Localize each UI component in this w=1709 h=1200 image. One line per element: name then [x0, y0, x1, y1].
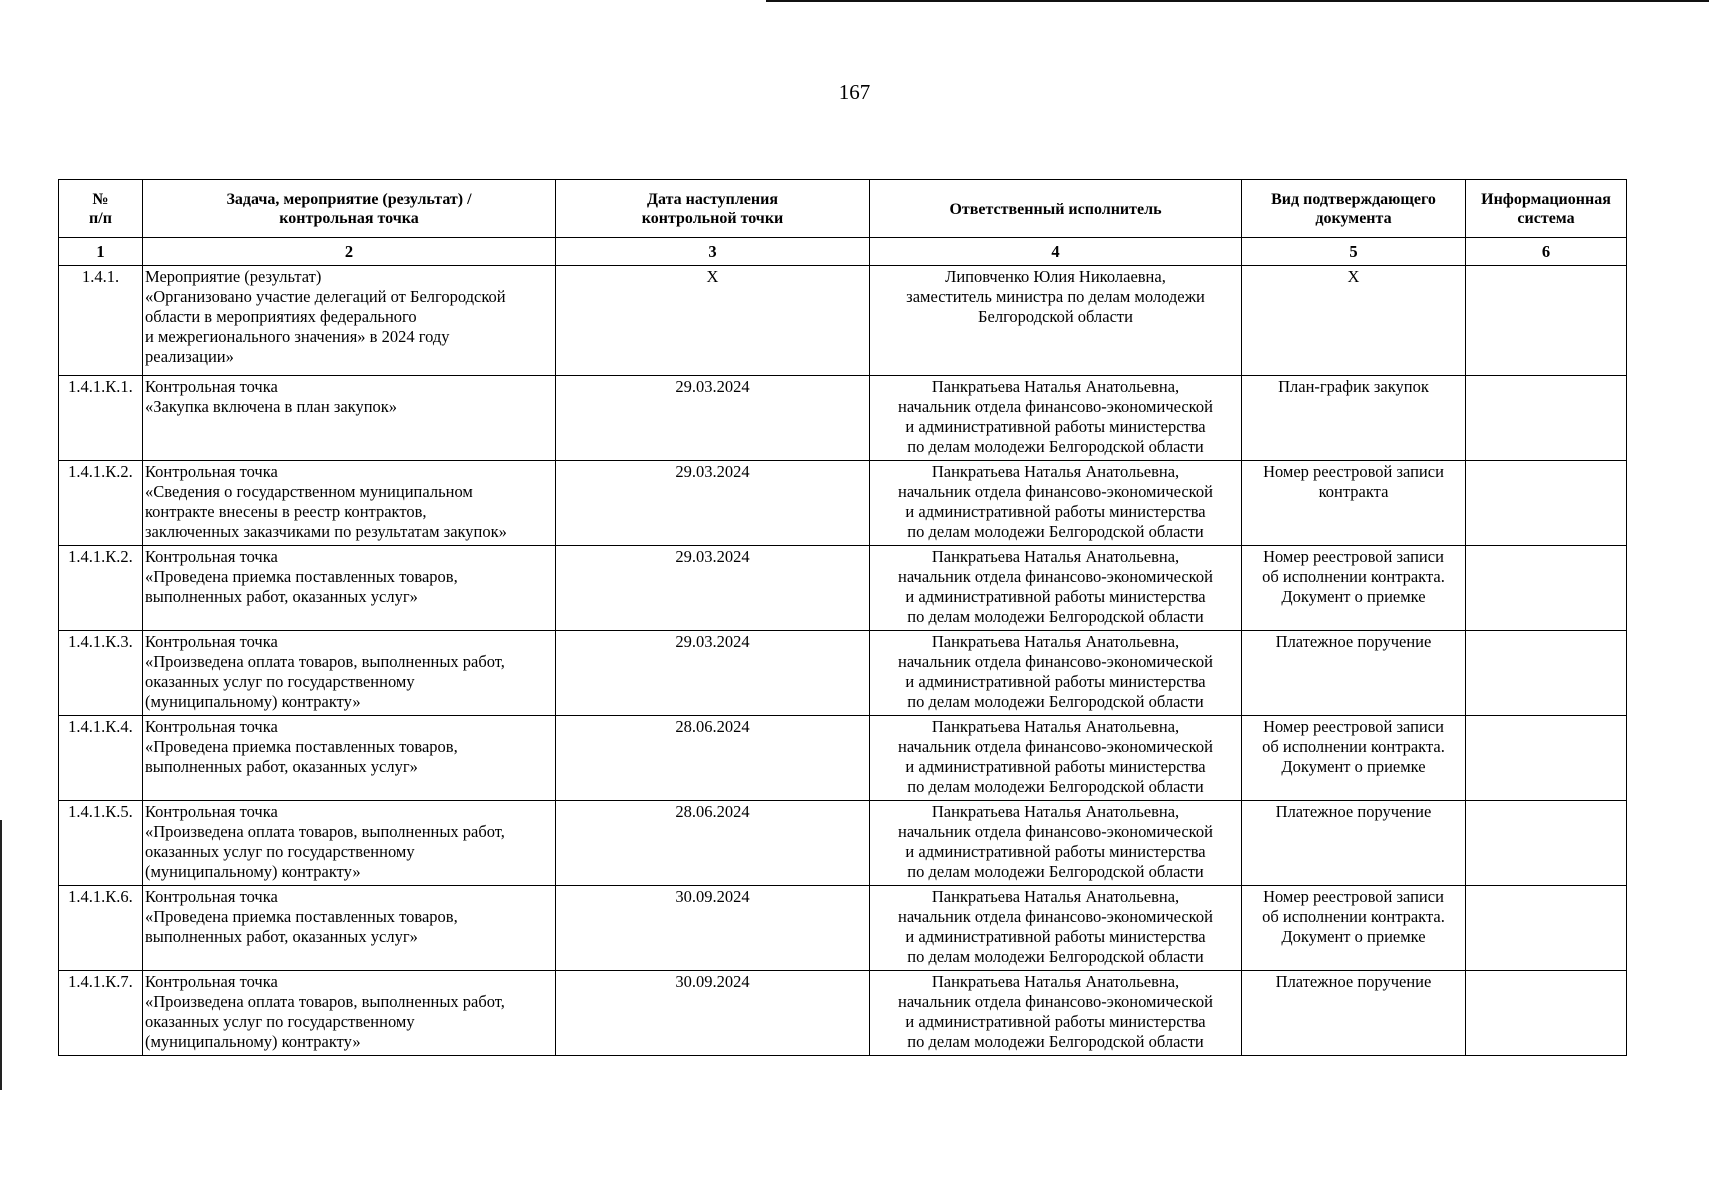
executor-line: по делам молодежи Белгородской области [907, 522, 1204, 541]
table-row [59, 461, 1627, 546]
row-number: 1.4.1.К.2. [59, 461, 143, 546]
executor-line: и административной работы министерства [905, 587, 1206, 606]
table-row [59, 376, 1627, 461]
task-line: «Проведена приемка поставленных товаров, [145, 737, 458, 756]
document-cell [1242, 631, 1466, 716]
executor-cell [870, 971, 1242, 1056]
information-system-cell [1466, 971, 1627, 1056]
header-executor: Ответственный исполнитель [870, 180, 1242, 238]
information-system-cell [1466, 266, 1627, 376]
table-row [59, 971, 1627, 1056]
row-number: 1.4.1.К.7. [59, 971, 143, 1056]
task-line: Мероприятие (результат) [145, 267, 322, 286]
executor-line: начальник отдела финансово-экономической [898, 992, 1213, 1011]
information-system-cell [1466, 376, 1627, 461]
information-system-cell [1466, 631, 1627, 716]
row-number: 1.4.1. [59, 266, 143, 376]
executor-line: Панкратьева Наталья Анатольевна, [931, 972, 1180, 991]
table-row [59, 716, 1627, 801]
task-cell [143, 461, 556, 546]
task-line: «Сведения о государственном муниципальном [145, 482, 473, 501]
control-date: 29.03.2024 [556, 461, 870, 546]
executor-cell [870, 631, 1242, 716]
executor-cell [870, 886, 1242, 971]
row-number: 1.4.1.К.1. [59, 376, 143, 461]
control-date: 29.03.2024 [556, 376, 870, 461]
column-number: 2 [143, 238, 556, 266]
task-cell [143, 971, 556, 1056]
document-line: Документ о приемке [1281, 757, 1426, 776]
executor-line: начальник отдела финансово-экономической [898, 397, 1213, 416]
executor-line: Панкратьева Наталья Анатольевна, [931, 632, 1180, 651]
document-line: Номер реестровой записи [1263, 462, 1444, 481]
executor-line: и административной работы министерства [905, 927, 1206, 946]
task-cell [143, 886, 556, 971]
executor-line: начальник отдела финансово-экономической [898, 482, 1213, 501]
control-date: 29.03.2024 [556, 546, 870, 631]
header-system: Информационная система [1466, 180, 1627, 238]
control-date: 29.03.2024 [556, 631, 870, 716]
document-line: X [1347, 267, 1360, 286]
executor-line: Липовченко Юлия Николаевна, [945, 267, 1166, 286]
table-body [59, 238, 1627, 1056]
task-line: выполненных работ, оказанных услуг» [145, 757, 418, 776]
column-number: 5 [1242, 238, 1466, 266]
executor-line: по делам молодежи Белгородской области [907, 947, 1204, 966]
header-row [59, 180, 1627, 238]
task-cell [143, 266, 556, 376]
executor-line: Панкратьева Наталья Анатольевна, [931, 462, 1180, 481]
control-date: 30.09.2024 [556, 971, 870, 1056]
document-line: Номер реестровой записи [1263, 717, 1444, 736]
row-number: 1.4.1.К.3. [59, 631, 143, 716]
column-number: 4 [870, 238, 1242, 266]
task-line: Контрольная точка [145, 717, 278, 736]
header-document: Вид подтверждающего документа [1242, 180, 1466, 238]
table-row [59, 886, 1627, 971]
document-line: контракта [1318, 482, 1389, 501]
executor-line: и административной работы министерства [905, 842, 1206, 861]
task-line: (муниципальному) контракту» [145, 1032, 361, 1051]
task-line: «Проведена приемка поставленных товаров, [145, 907, 458, 926]
task-line: «Проведена приемка поставленных товаров, [145, 567, 458, 586]
document-cell [1242, 886, 1466, 971]
task-cell [143, 376, 556, 461]
document-line: Номер реестровой записи [1263, 887, 1444, 906]
task-line: «Произведена оплата товаров, выполненных работ, [145, 822, 505, 841]
header-number: № п/п [59, 180, 143, 238]
executor-line: заместитель министра по делам молодежи [906, 287, 1205, 306]
executor-line: по делам молодежи Белгородской области [907, 1032, 1204, 1051]
executor-cell [870, 376, 1242, 461]
executor-cell [870, 546, 1242, 631]
task-line: Контрольная точка [145, 972, 278, 991]
task-line: «Закупка включена в план закупок» [145, 397, 398, 416]
task-line: контракте внесены в реестр контрактов, [145, 502, 427, 521]
executor-line: и административной работы министерства [905, 757, 1206, 776]
document-cell [1242, 461, 1466, 546]
task-line: оказанных услуг по государственному [145, 672, 415, 691]
page-number: 167 [838, 80, 871, 104]
executor-line: по делам молодежи Белгородской области [907, 777, 1204, 796]
task-line: реализации» [145, 347, 234, 366]
executor-line: Панкратьева Наталья Анатольевна, [931, 887, 1180, 906]
task-line: оказанных услуг по государственному [145, 1012, 415, 1031]
task-line: «Произведена оплата товаров, выполненных работ, [145, 992, 505, 1011]
task-line: Контрольная точка [145, 802, 278, 821]
task-line: выполненных работ, оказанных услуг» [145, 927, 418, 946]
document-cell [1242, 376, 1466, 461]
executor-line: начальник отдела финансово-экономической [898, 822, 1213, 841]
document-line: Номер реестровой записи [1263, 547, 1444, 566]
task-line: Контрольная точка [145, 547, 278, 566]
information-system-cell [1466, 801, 1627, 886]
information-system-cell [1466, 461, 1627, 546]
executor-line: и административной работы министерства [905, 1012, 1206, 1031]
task-line: Контрольная точка [145, 462, 278, 481]
executor-line: начальник отдела финансово-экономической [898, 567, 1213, 586]
document-line: об исполнении контракта. [1262, 737, 1445, 756]
table-row [59, 631, 1627, 716]
information-system-cell [1466, 716, 1627, 801]
executor-line: Панкратьева Наталья Анатольевна, [931, 717, 1180, 736]
table-row [59, 266, 1627, 376]
executor-line: начальник отдела финансово-экономической [898, 652, 1213, 671]
task-line: «Организовано участие делегаций от Белгородской [145, 287, 506, 306]
control-date: 28.06.2024 [556, 801, 870, 886]
document-cell [1242, 801, 1466, 886]
executor-line: и административной работы министерства [905, 417, 1206, 436]
task-line: области в мероприятиях федерального [145, 307, 417, 326]
document-line: об исполнении контракта. [1262, 567, 1445, 586]
task-cell [143, 546, 556, 631]
task-line: (муниципальному) контракту» [145, 692, 361, 711]
executor-line: Панкратьева Наталья Анатольевна, [931, 377, 1180, 396]
executor-line: по делам молодежи Белгородской области [907, 692, 1204, 711]
document-cell [1242, 716, 1466, 801]
column-number: 3 [556, 238, 870, 266]
executor-line: Белгородской области [978, 307, 1133, 326]
executor-line: и административной работы министерства [905, 502, 1206, 521]
scan-edge-left [0, 820, 2, 1090]
table-row [59, 801, 1627, 886]
document-cell [1242, 266, 1466, 376]
executor-cell [870, 461, 1242, 546]
task-line: (муниципальному) контракту» [145, 862, 361, 881]
document-line: Платежное поручение [1275, 632, 1432, 651]
control-date: X [556, 266, 870, 376]
header-date: Дата наступления контрольной точки [556, 180, 870, 238]
information-system-cell [1466, 546, 1627, 631]
task-line: заключенных заказчиками по результатам закупок» [145, 522, 507, 541]
executor-line: Панкратьева Наталья Анатольевна, [931, 802, 1180, 821]
document-line: План-график закупок [1278, 377, 1429, 396]
task-cell [143, 631, 556, 716]
document-line: Документ о приемке [1281, 927, 1426, 946]
task-line: Контрольная точка [145, 632, 278, 651]
task-line: Контрольная точка [145, 377, 278, 396]
executor-line: и административной работы министерства [905, 672, 1206, 691]
executor-line: по делам молодежи Белгородской области [907, 862, 1204, 881]
document-line: Платежное поручение [1275, 972, 1432, 991]
information-system-cell [1466, 886, 1627, 971]
document-cell [1242, 971, 1466, 1056]
executor-line: начальник отдела финансово-экономической [898, 737, 1213, 756]
document-line: Документ о приемке [1281, 587, 1426, 606]
row-number: 1.4.1.К.2. [59, 546, 143, 631]
scan-edge-top [766, 0, 1709, 2]
task-line: «Произведена оплата товаров, выполненных работ, [145, 652, 505, 671]
task-cell [143, 716, 556, 801]
executor-cell [870, 801, 1242, 886]
column-number-row [59, 238, 1627, 266]
task-cell [143, 801, 556, 886]
executor-cell [870, 716, 1242, 801]
table-row [59, 546, 1627, 631]
column-number: 6 [1466, 238, 1627, 266]
task-line: и межрегионального значения» в 2024 году [145, 327, 450, 346]
document-line: Платежное поручение [1275, 802, 1432, 821]
row-number: 1.4.1.К.5. [59, 801, 143, 886]
row-number: 1.4.1.К.6. [59, 886, 143, 971]
column-number: 1 [59, 238, 143, 266]
document-line: об исполнении контракта. [1262, 907, 1445, 926]
control-date: 28.06.2024 [556, 716, 870, 801]
task-line: выполненных работ, оказанных услуг» [145, 587, 418, 606]
row-number: 1.4.1.К.4. [59, 716, 143, 801]
executor-line: по делам молодежи Белгородской области [907, 437, 1204, 456]
header-task: Задача, мероприятие (результат) / контрольная точка [143, 180, 556, 238]
executor-line: начальник отдела финансово-экономической [898, 907, 1213, 926]
executor-cell [870, 266, 1242, 376]
executor-line: Панкратьева Наталья Анатольевна, [931, 547, 1180, 566]
executor-line: по делам молодежи Белгородской области [907, 607, 1204, 626]
document-cell [1242, 546, 1466, 631]
task-line: Контрольная точка [145, 887, 278, 906]
control-date: 30.09.2024 [556, 886, 870, 971]
control-points-table [58, 179, 1627, 1056]
task-line: оказанных услуг по государственному [145, 842, 415, 861]
